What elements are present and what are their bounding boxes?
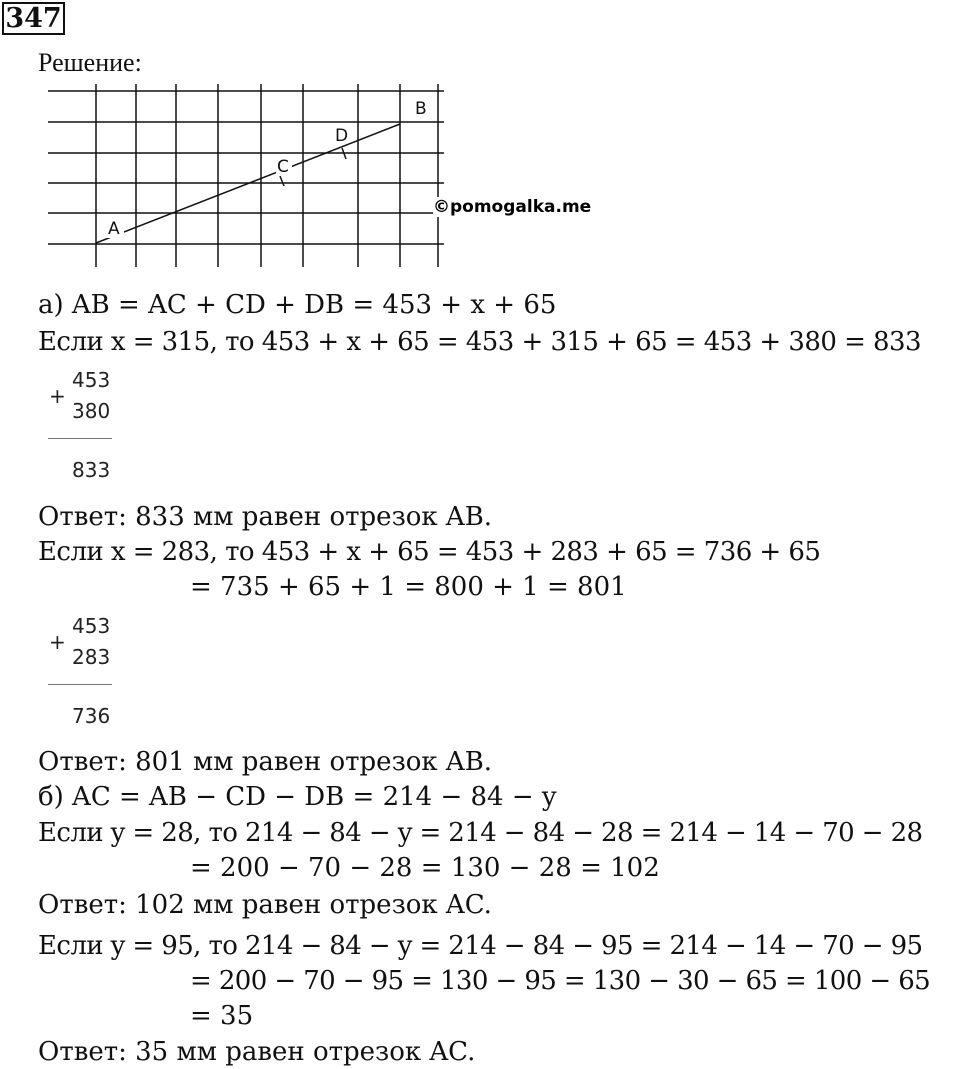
part-a-case2-line2: = 735 + 65 + 1 = 800 + 1 = 801: [190, 572, 627, 602]
addend-top: 453: [72, 614, 111, 638]
point-b-label: B: [415, 99, 427, 119]
addend-bottom: 283: [72, 645, 111, 669]
part-b-case1-line2: = 200 − 70 − 28 = 130 − 28 = 102: [190, 853, 660, 883]
solution-heading: Решение:: [38, 48, 142, 77]
part-a-case2-line1: Если x = 283, то 453 + x + 65 = 453 + 283 + 65 = 736 + 65: [38, 537, 821, 567]
column-rule: [48, 684, 112, 685]
point-a-label: A: [108, 219, 120, 239]
plus-sign: +: [49, 384, 66, 408]
addend-top: 453: [72, 368, 111, 392]
part-b-case1-line1: Если y = 28, то 214 − 84 − y = 214 − 84 − 28 = 214 − 14 − 70 − 28: [38, 818, 923, 848]
column-result: 833: [72, 458, 111, 482]
column-rule: [48, 438, 112, 439]
segment-figure: [48, 84, 448, 269]
point-c-label: C: [277, 157, 289, 177]
part-b-case2-line2: = 200 − 70 − 95 = 130 − 95 = 130 − 30 − 65 = 100 − 65: [190, 966, 931, 996]
part-a-case1-line: Если x = 315, то 453 + x + 65 = 453 + 315 + 65 = 453 + 380 = 833: [38, 327, 921, 357]
tick-c: [280, 176, 284, 186]
column-result: 736: [72, 704, 111, 728]
part-a-formula: а) AB = AC + CD + DB = 453 + x + 65: [38, 290, 557, 320]
part-b-case2-line1: Если y = 95, то 214 − 84 − y = 214 − 84 − 95 = 214 − 14 − 70 − 95: [38, 931, 923, 961]
plus-sign: +: [49, 630, 66, 654]
part-b-case1-answer: Ответ: 102 мм равен отрезок AC.: [38, 890, 492, 920]
point-d-label: D: [335, 126, 349, 146]
part-a-case1-answer: Ответ: 833 мм равен отрезок AB.: [38, 502, 493, 532]
part-b-case2-line3: = 35: [190, 1001, 254, 1031]
addend-bottom: 380: [72, 399, 111, 423]
part-b-formula: б) AC = AB − CD − DB = 214 − 84 − y: [38, 782, 557, 812]
watermark: ©pomogalka.me: [433, 197, 592, 217]
part-a-case2-answer: Ответ: 801 мм равен отрезок AB.: [38, 747, 493, 777]
grid: [48, 84, 444, 267]
problem-number: 347: [2, 2, 65, 35]
part-b-case2-answer: Ответ: 35 мм равен отрезок AC.: [38, 1037, 476, 1067]
